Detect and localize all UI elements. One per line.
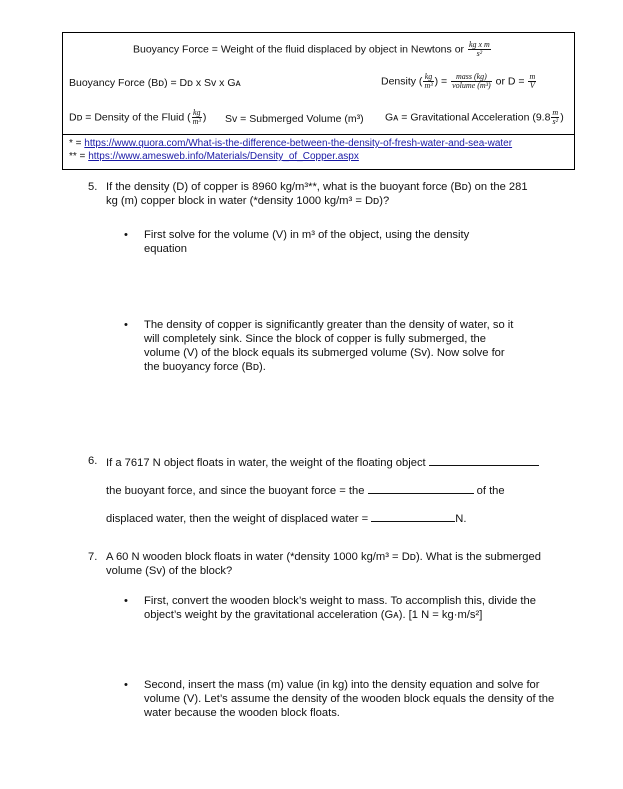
submerged-volume-definition: Sᴠ = Submerged Volume (m³) (225, 113, 364, 125)
question-number: 5. (88, 181, 98, 193)
volume-denominator: volume (m³) (452, 81, 491, 90)
fluid-density-prefix: Dᴅ = Density of the Fluid ( (69, 111, 191, 124)
question-number: 6. (88, 455, 98, 467)
q7-bullet-2 (124, 678, 556, 720)
bullet-text: The density of copper is significantly greater than the density of water, so it will completely sink. Since the block of copper is fully submerged, the volume (V) of the block equals its submerged volume (Sᴠ). Now solve for the buoyancy force (Bᴅ). (144, 319, 514, 373)
question-text: A 60 N wooden block floats in water (*density 1000 kg/m³ = Dᴅ). What is the submerged volume (Sᴠ) of the block? (106, 551, 541, 577)
answer-blank-1[interactable] (429, 454, 539, 466)
newton-fraction-numerator: kg x m (468, 40, 490, 49)
density-formula-prefix: Density ( (381, 75, 423, 88)
question-7 (88, 550, 558, 578)
v-denominator: V (529, 81, 535, 90)
fluid-density-denominator: m³ (192, 117, 201, 126)
question-6 (88, 454, 566, 470)
gravity-unit (551, 109, 559, 126)
density-unit-fraction (423, 73, 433, 90)
quora-link[interactable]: https://www.quora.com/What-is-the-difference-between-the-density-of-fresh-water-and-sea-water (84, 138, 513, 149)
fluid-density-suffix: ) (202, 111, 207, 124)
question-line-1: If a 7617 N object floats in water, the weight of the floating object (106, 457, 426, 469)
question-line-2b: of the (476, 485, 505, 497)
bullet-glyph: • (124, 679, 128, 691)
source-link-quora (69, 138, 512, 150)
question-text: If the density (D) of copper is 8960 kg/m³**, what is the buoyant force (Bᴅ) on the 281 kg (m) copper block in water (*density 1000 kg/m³ = Dᴅ)? (106, 181, 528, 207)
gravity-definition (385, 109, 564, 126)
density-formula (381, 73, 537, 90)
q5-bullet-1 (124, 228, 504, 256)
bullet-text: First, convert the wooden block’s weight to mass. To accomplish this, divide the object’s weight by the gravitational acceleration (Gᴀ). [1 N = kg·m/s²] (144, 595, 536, 621)
mass-numerator: mass (kg) (451, 73, 492, 82)
mass-volume-fraction (451, 73, 492, 90)
gravity-suffix: ) (560, 111, 564, 124)
question-number: 7. (88, 551, 98, 563)
bullet-glyph: • (124, 595, 128, 607)
newton-fraction-denominator: s² (476, 49, 483, 58)
m-numerator: m (529, 72, 536, 81)
buoyancy-definition-text: Buoyancy Force = Weight of the fluid displaced by object in Newtons or (133, 43, 465, 56)
gravity-denominator: s² (552, 117, 559, 126)
fluid-density-unit (192, 109, 202, 126)
bullet-glyph: • (124, 319, 128, 331)
question-line-2a: the buoyant force, and since the buoyant force = the (106, 485, 365, 497)
source-link-amesweb (69, 151, 359, 163)
bullet-text: Second, insert the mass (m) value (in kg) into the density equation and solve for volume (V). Let’s assume the density of the wooden block equals the density of the water because the wooden block floats. (144, 679, 555, 719)
bullet-glyph: • (124, 229, 128, 241)
bullet-text: First solve for the volume (V) in m³ of the object, using the density equation (144, 229, 470, 255)
fluid-density-numerator: kg (192, 108, 201, 117)
answer-blank-3[interactable] (371, 510, 455, 522)
newton-unit-fraction (468, 41, 491, 58)
formula-reference-box (62, 32, 575, 170)
q5-bullet-2 (124, 318, 522, 374)
question-line-3a: displaced water, then the weight of displaced water = (106, 513, 369, 525)
density-formula-equals: ) = (434, 75, 448, 88)
source-marker: ** = (69, 151, 86, 162)
fluid-density-definition (69, 109, 206, 126)
reference-divider (63, 134, 574, 135)
amesweb-link[interactable]: https://www.amesweb.info/Materials/Density_of_Copper.aspx (88, 151, 359, 162)
density-unit-numerator: kg (424, 72, 433, 81)
question-5 (88, 180, 536, 208)
source-marker: * = (69, 138, 82, 149)
buoyancy-definition (133, 41, 492, 58)
buoyancy-formula: Buoyancy Force (Bᴅ) = Dᴅ x Sᴠ x Gᴀ (69, 77, 241, 89)
question-6-line-3 (106, 510, 566, 526)
answer-blank-2[interactable] (368, 482, 474, 494)
density-formula-or: or D = (495, 75, 525, 88)
q7-bullet-1 (124, 594, 554, 622)
m-over-v-fraction (528, 73, 536, 90)
question-6-line-2 (106, 482, 566, 498)
gravity-numerator: m (552, 108, 559, 117)
density-unit-denominator: m³ (424, 81, 433, 90)
gravity-prefix: Gᴀ = Gravitational Acceleration (9.8 (385, 111, 551, 124)
question-line-3b: N. (455, 513, 467, 525)
